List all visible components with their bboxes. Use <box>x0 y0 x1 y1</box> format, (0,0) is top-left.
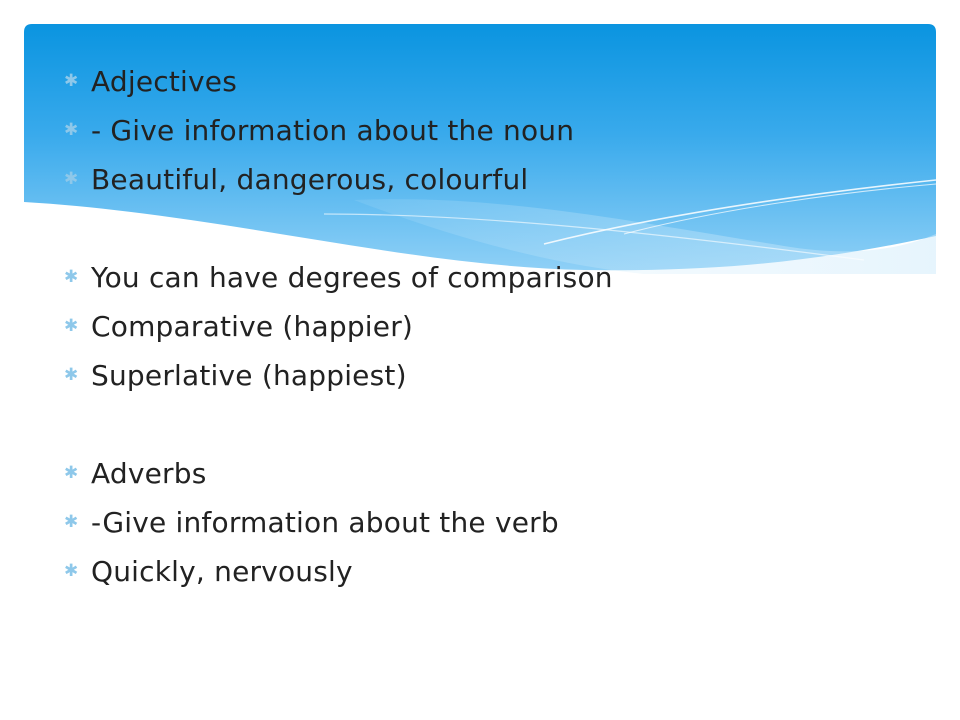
bullet-item <box>64 106 613 155</box>
asterisk-bullet-icon: ✱ <box>64 267 79 287</box>
asterisk-bullet-icon: ✱ <box>64 561 79 581</box>
asterisk-bullet-icon: ✱ <box>64 365 79 385</box>
asterisk-bullet-icon: ✱ <box>64 316 79 336</box>
bullet-item <box>64 498 613 547</box>
bullet-spacer <box>64 204 613 253</box>
bullet-item <box>64 155 613 204</box>
bullet-item <box>64 351 613 400</box>
bullet-text: - Give information about the noun <box>91 114 575 147</box>
bullet-text: Superlative (happiest) <box>91 359 407 392</box>
bullet-text: Beautiful, dangerous, colourful <box>91 163 529 196</box>
bullet-spacer <box>64 400 613 449</box>
bullet-item <box>64 253 613 302</box>
bullet-text: -Give information about the verb <box>91 506 559 539</box>
bullet-text: Adverbs <box>91 457 207 490</box>
asterisk-bullet-icon: ✱ <box>64 71 79 91</box>
bullet-text: Adjectives <box>91 65 237 98</box>
bullet-item <box>64 57 613 106</box>
bullet-item <box>64 547 613 596</box>
bullet-text: You can have degrees of comparison <box>91 261 613 294</box>
asterisk-bullet-icon: ✱ <box>64 463 79 483</box>
bullet-item <box>64 302 613 351</box>
asterisk-bullet-icon: ✱ <box>64 512 79 532</box>
bullet-text: Quickly, nervously <box>91 555 353 588</box>
bullet-text: Comparative (happier) <box>91 310 414 343</box>
asterisk-bullet-icon: ✱ <box>64 120 79 140</box>
bullet-item <box>64 449 613 498</box>
asterisk-bullet-icon: ✱ <box>64 169 79 189</box>
bullet-list <box>64 57 613 596</box>
